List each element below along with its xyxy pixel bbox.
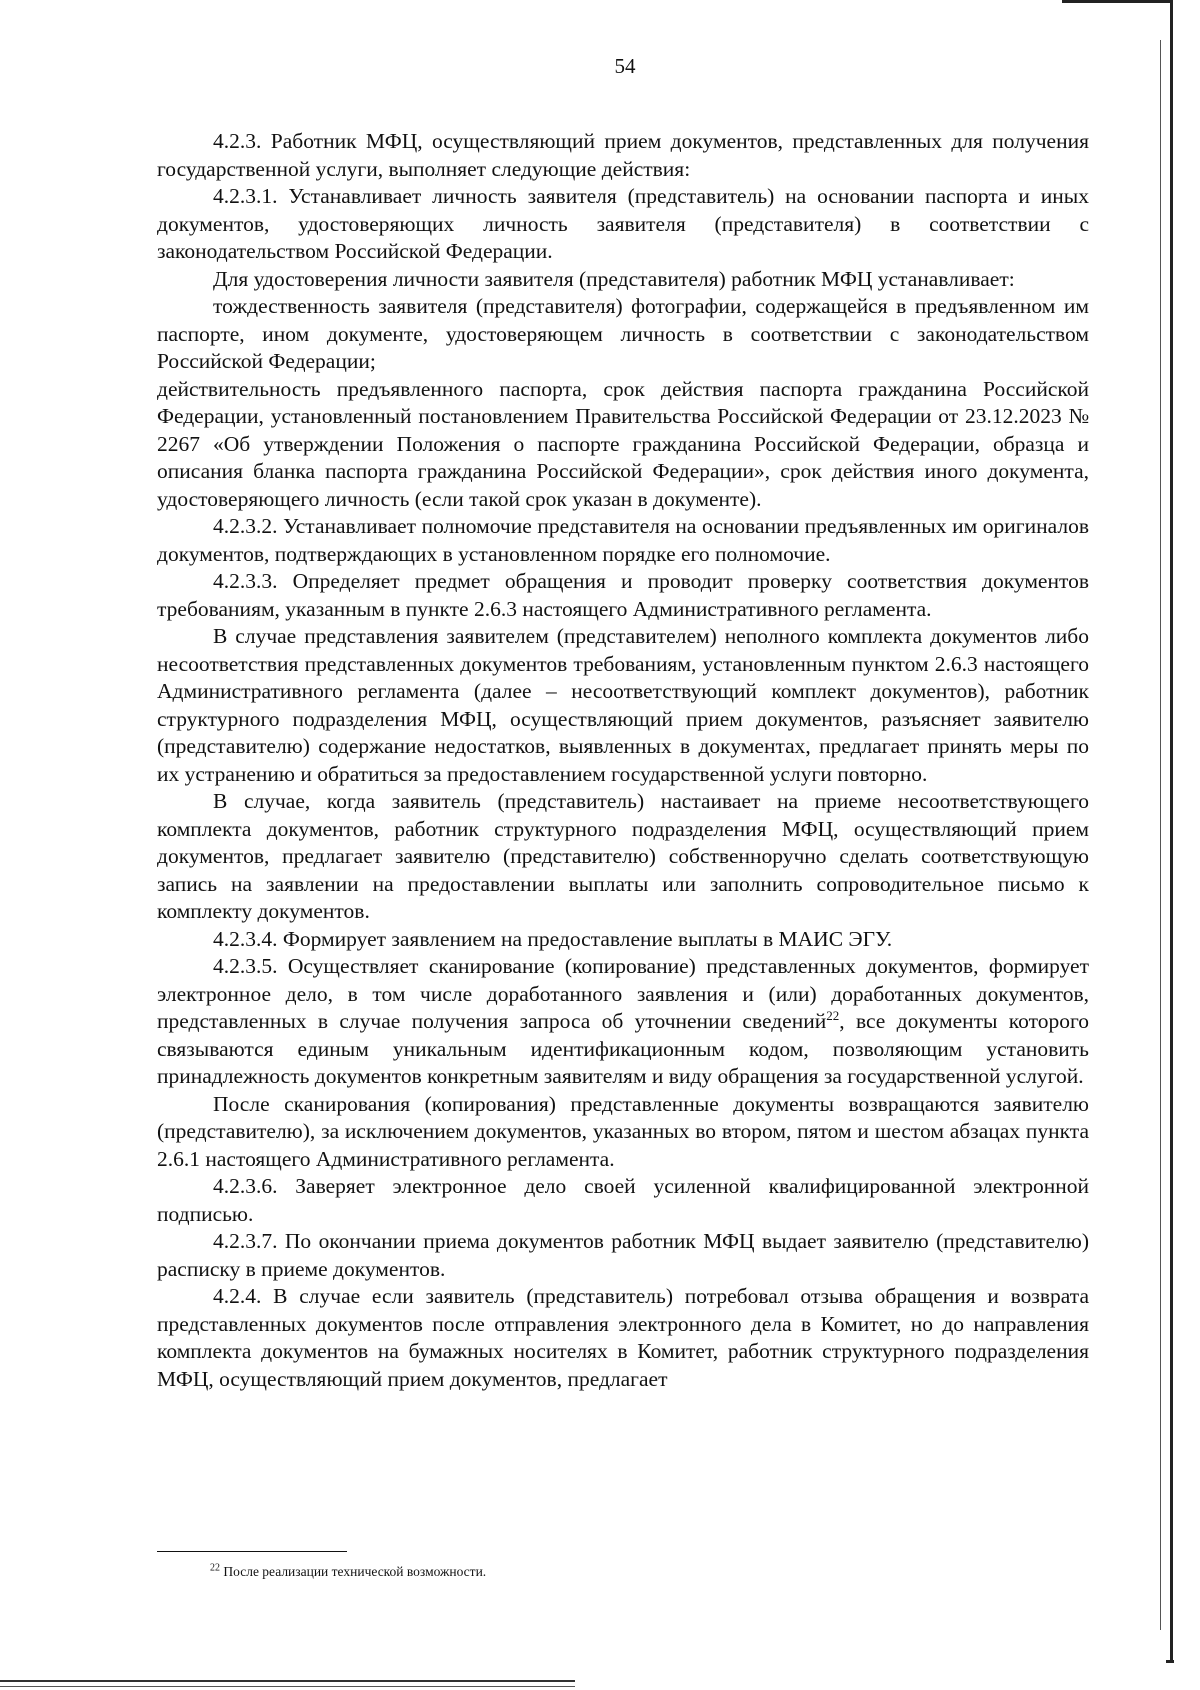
paragraph: 4.2.4. В случае если заявитель (представитель) потребовал отзыва обращения и возврата представленных документов после отправления электронного дела в Комитет, но до направления комплекта документов на бумажных носителях в Комитет, работник структурного подразделения МФЦ, осуществляющий прием документов, предлагает bbox=[157, 1284, 1089, 1391]
paragraph: Для удостоверения личности заявителя (представителя) работник МФЦ устанавливает: bbox=[213, 266, 1015, 291]
paragraph: 4.2.3.6. Заверяет электронное дело своей усиленной квалифицированной электронной подписью. bbox=[157, 1174, 1089, 1226]
paragraph: После сканирования (копирования) представленные документы возвращаются заявителю (представителю), за исключением документов, указанных во втором, пятом и шестом абзацах пункта 2.6.1 настоящего Административного регламента. bbox=[157, 1091, 1089, 1171]
paragraph: 4.2.3.7. По окончании приема документов работник МФЦ выдает заявителю (представителю) расписку в приеме документов. bbox=[157, 1229, 1089, 1281]
scan-edge-right-inner bbox=[1160, 40, 1161, 1630]
paragraph: действительность предъявленного паспорта, срок действия паспорта гражданина Российской Федерации, установленный постановлением Правительства Российской Федерации от 23.12.2023 № 2267 «Об утверждении Положения о паспорте гражданина Российской Федерации, образца и описания бланка паспорта гражданина Российской Федерации», срок действия иного документа, удостоверяющего личность (если такой срок указан в документе). bbox=[157, 376, 1089, 511]
footnote-reference[interactable]: 22 bbox=[826, 1007, 840, 1023]
footnote-mark: 22 bbox=[210, 1562, 220, 1574]
scan-edge-right bbox=[1170, 0, 1173, 1662]
paragraph: тождественность заявителя (представителя) фотографии, содержащейся в предъявленном им паспорте, ином документе, удостоверяющем личность в соответствии с законодательством Российской Федерации; bbox=[157, 294, 1089, 373]
scan-edge-top bbox=[1062, 0, 1172, 3]
footnote-separator bbox=[157, 1551, 347, 1552]
paragraph: 4.2.3.5. Осуществляет сканирование (копирование) представленных документов, формирует электронное дело, в том числе доработанного заявления и (или) доработанных документов, представленных в случае получения запроса об уточнении сведений$^{22}$, все документы которого связываются единым уникальным идентификационным кодом, позволяющим установить принадлежность документов конкретным заявителям и виду обращения за государственной услугой. bbox=[157, 954, 1089, 1088]
body-text bbox=[157, 128, 1089, 1393]
paragraph: 4.2.3.2. Устанавливает полномочие представителя на основании предъявленных им оригиналов документов, подтверждающих в установленном порядке его полномочие. bbox=[157, 514, 1089, 566]
scan-edge-bottom bbox=[0, 1680, 575, 1682]
footnote-text: После реализации технической возможности. bbox=[223, 1564, 487, 1579]
paragraph: В случае представления заявителем (представителем) неполного комплекта документов либо несоответствия представленных документов требованиям, установленным пунктом 2.6.3 настоящего Административного регламента (далее – несоответствующий комплект документов), работник структурного подразделения МФЦ, осуществляющий прием документов, разъясняет заявителю (представителю) содержание недостатков, выявленных в документах, предлагает принять меры по их устранению и обратиться за предоставлением государственной услуги повторно. bbox=[157, 624, 1089, 786]
paragraph: 4.2.3. Работник МФЦ, осуществляющий прием документов, представленных для получения государственной услуги, выполняет следующие действия: bbox=[157, 129, 1089, 181]
paragraph: 4.2.3.3. Определяет предмет обращения и проводит проверку соответствия документов требованиям, указанным в пункте 2.6.3 настоящего Административного регламента. bbox=[157, 569, 1089, 621]
scan-edge-bottom-right bbox=[1166, 1660, 1174, 1663]
scan-edge-bottom-inner bbox=[0, 1686, 575, 1687]
paragraph: 4.2.3.4. Формирует заявлением на предоставление выплаты в МАИС ЭГУ. bbox=[213, 926, 893, 951]
paragraph: 4.2.3.1. Устанавливает личность заявителя (представитель) на основании паспорта и иных документов, удостоверяющих личность заявителя (представителя) в соответствии с законодательством Российской Федерации. bbox=[157, 184, 1089, 263]
footnote bbox=[210, 1563, 486, 1581]
paragraph: В случае, когда заявитель (представитель) настаивает на приеме несоответствующего комплекта документов, работник структурного подразделения МФЦ, осуществляющий прием документов, предлагает заявителю (представителю) собственноручно сделать соответствующую запись на заявлении на предоставлении выплаты или заполнить сопроводительное письмо к комплекту документов. bbox=[157, 789, 1089, 923]
page-number: 54 bbox=[614, 54, 636, 78]
